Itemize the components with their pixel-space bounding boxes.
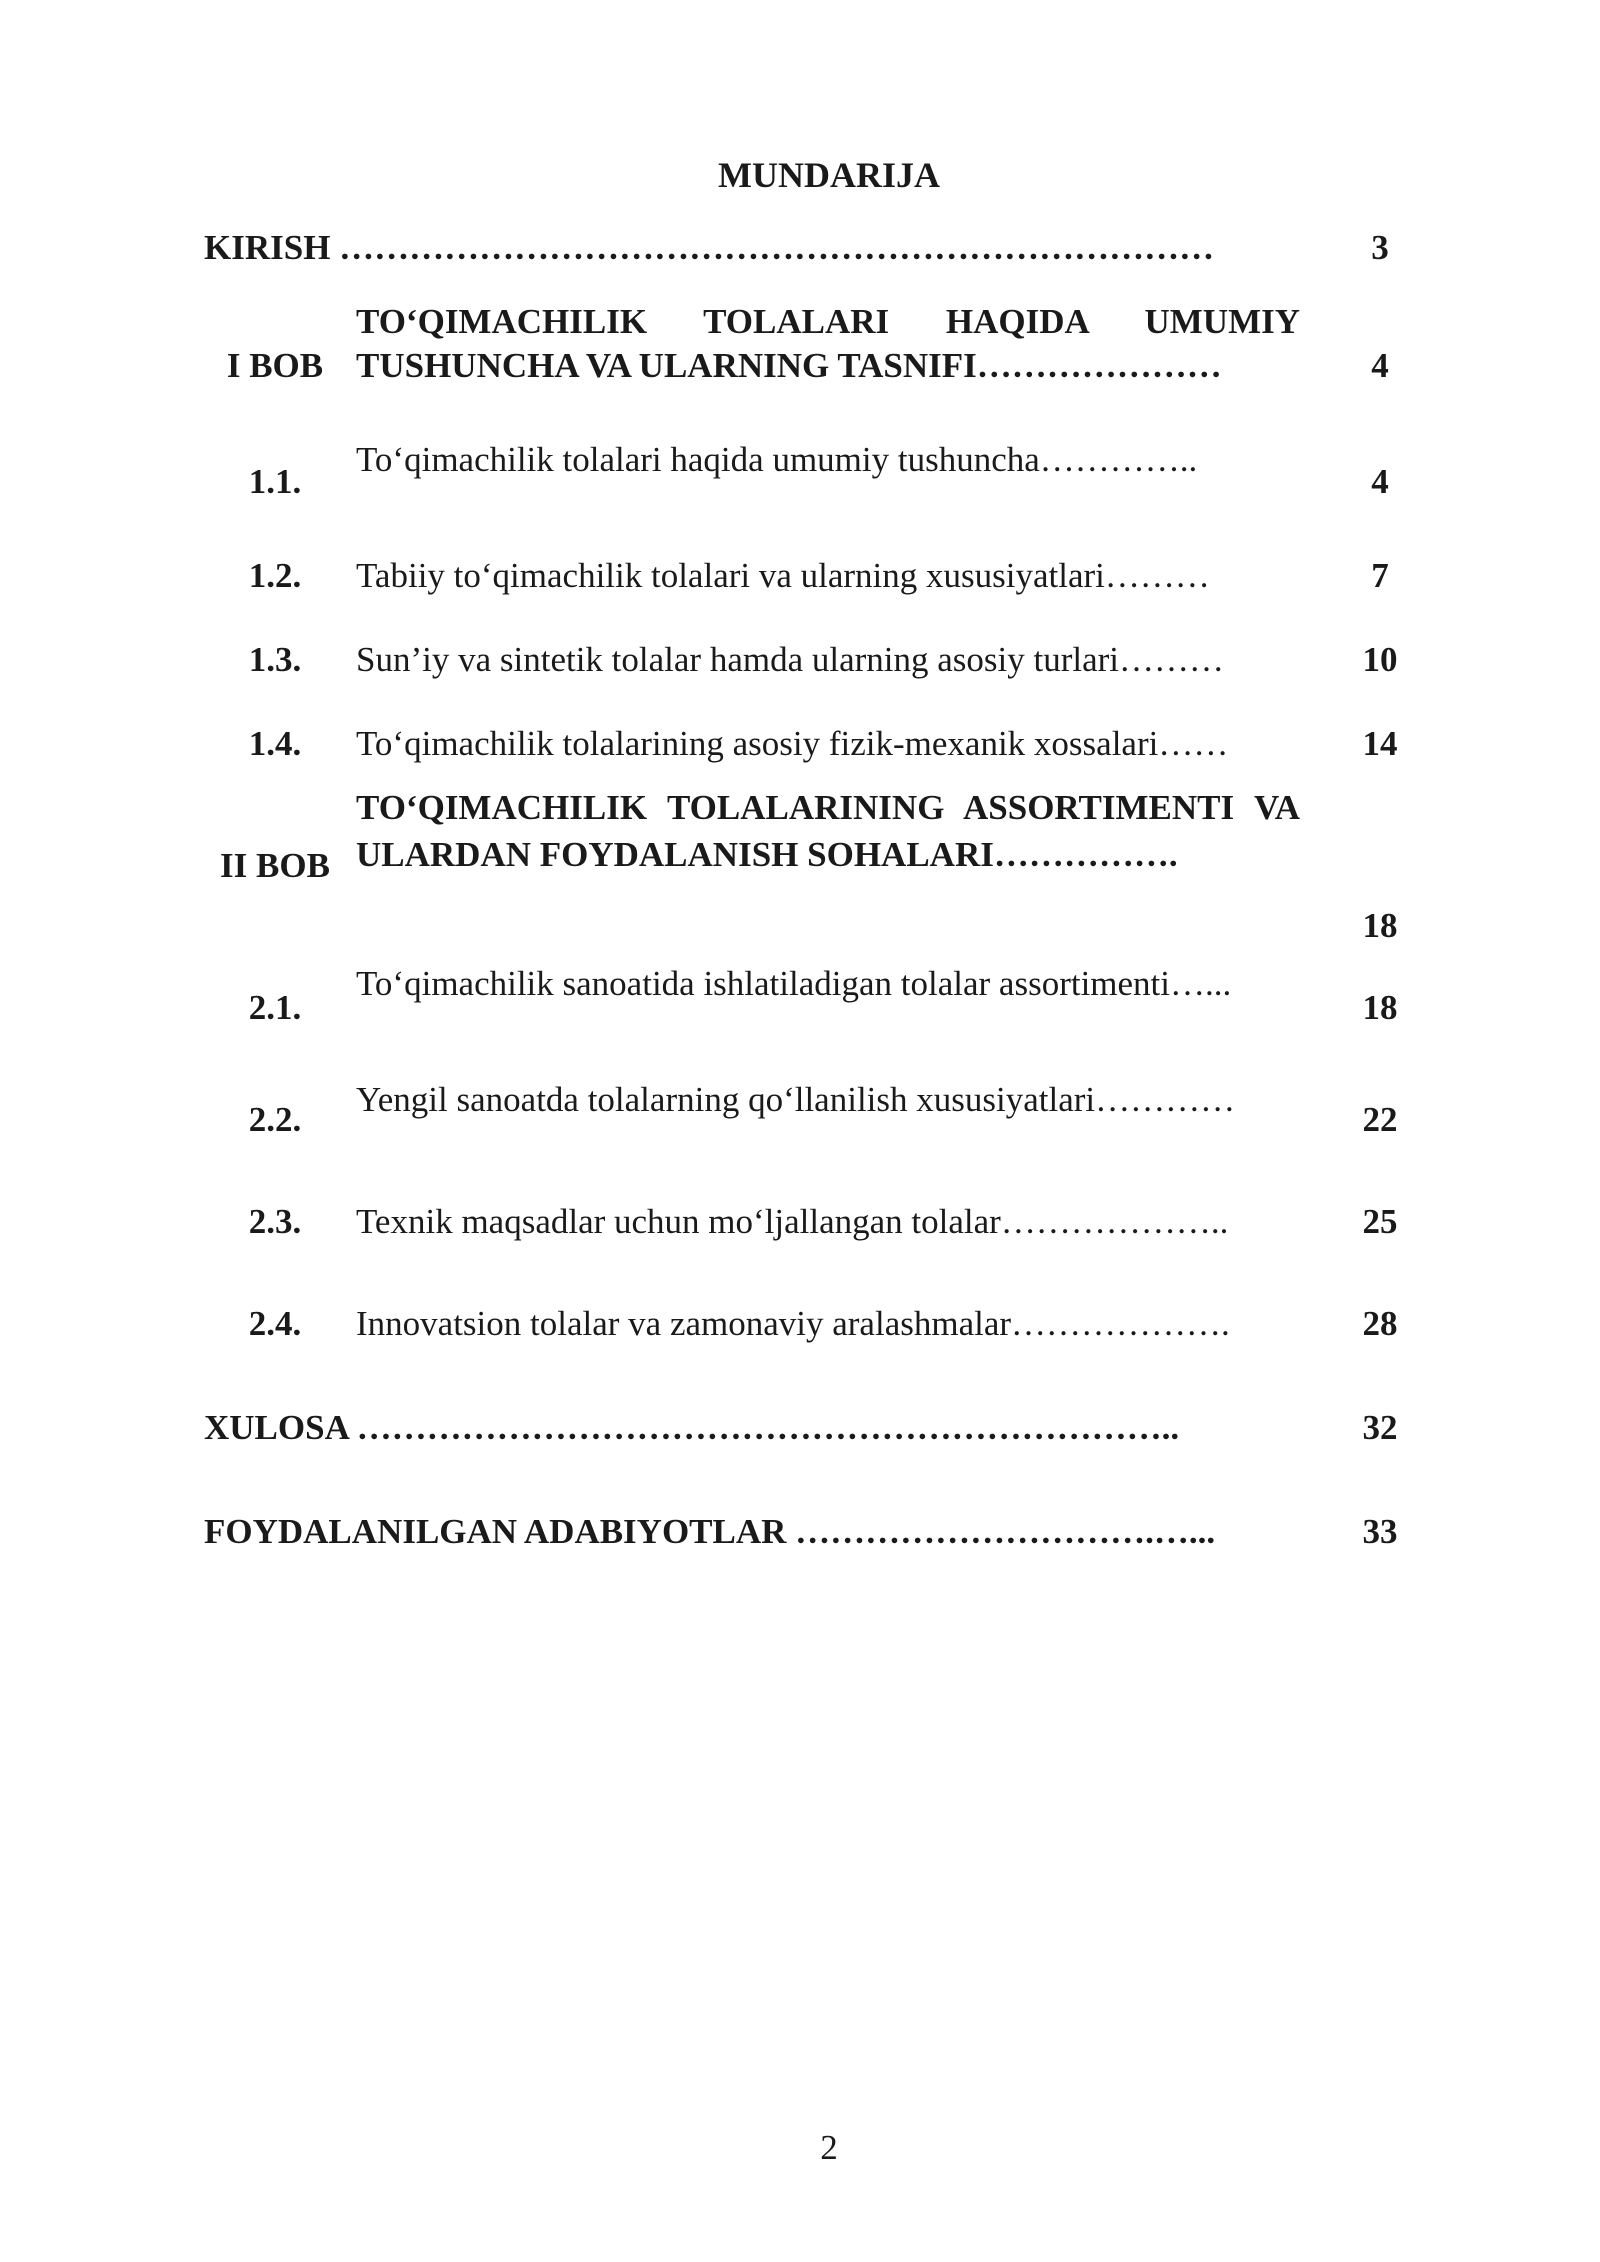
toc-entry-title: Innovatsion tolalar va zamonaviy aralashmalar………………. xyxy=(356,1304,1230,1343)
toc-entry-title: To‘qimachilik tolalari haqida umumiy tushuncha………….. xyxy=(356,440,1198,479)
toc-page-number: 10 xyxy=(1362,640,1398,679)
toc-page-number: 22 xyxy=(1362,1100,1398,1139)
toc-page-number: 28 xyxy=(1362,1304,1398,1343)
toc-page-number: 33 xyxy=(1362,1512,1398,1551)
toc-entry-title: Yengil sanoatda tolalarning qo‘llanilish xususiyatlari………… xyxy=(356,1080,1236,1119)
toc-page-number: 3 xyxy=(1371,228,1389,267)
toc-page-number: 4 xyxy=(1371,346,1389,385)
toc-entry-title: To‘qimachilik tolalarining asosiy fizik-mexanik xossalari…… xyxy=(356,724,1229,763)
toc-entry-title: TO‘QIMACHILIK TOLALARINING ASSORTIMENTI VA ULARDAN FOYDALANISH SOHALARI……………. xyxy=(356,788,1300,874)
toc-chapter-label: II BOB xyxy=(220,846,330,885)
toc-section-label: 2.4. xyxy=(248,1304,302,1343)
toc-page-number: 7 xyxy=(1371,556,1389,595)
toc-entry-title: TO‘QIMACHILIK TOLALARI HAQIDA UMUMIY TUSHUNCHA VA ULARNING TASNIFI………………… xyxy=(356,302,1300,385)
toc-section-label: 2.1. xyxy=(248,988,302,1027)
toc-entry-title: FOYDALANILGAN ADABIYOTLAR ………………………….…... xyxy=(204,1512,1216,1551)
toc-entry-title: Sun’iy va sintetik tolalar hamda ularning asosiy turlari……… xyxy=(356,640,1225,679)
toc-section-label: 1.3. xyxy=(248,640,302,679)
toc-entry-title: KIRISH ………………………………………………………………… xyxy=(204,228,1215,267)
footer-page-number: 2 xyxy=(820,2128,838,2167)
document-title: MUNDARIJA xyxy=(718,155,940,195)
toc-page-number: 14 xyxy=(1362,724,1398,763)
toc-section-label: 1.4. xyxy=(248,724,302,763)
toc-page-number: 18 xyxy=(1362,906,1398,945)
toc-page-number: 25 xyxy=(1362,1202,1398,1241)
toc-section-label: 1.1. xyxy=(248,462,302,501)
toc-page-number: 4 xyxy=(1371,462,1389,501)
toc-section-label: 2.2. xyxy=(248,1100,302,1139)
toc-entry-title: Tabiiy to‘qimachilik tolalari va ularning xususiyatlari……… xyxy=(356,556,1210,595)
toc-section-label: 1.2. xyxy=(248,556,302,595)
toc-chapter-label: I BOB xyxy=(226,346,324,385)
toc-page-number: 32 xyxy=(1362,1408,1398,1447)
toc-entry-title: To‘qimachilik sanoatida ishlatiladigan tolalar assortimenti…... xyxy=(356,964,1232,1003)
toc-entry-title: Texnik maqsadlar uchun mo‘ljallangan tolalar……………….. xyxy=(356,1202,1229,1241)
toc-section-label: 2.3. xyxy=(248,1202,302,1241)
toc-entry-title: XULOSA …………………………………………………………….. xyxy=(204,1408,1180,1447)
toc-page-number: 18 xyxy=(1362,988,1398,1027)
